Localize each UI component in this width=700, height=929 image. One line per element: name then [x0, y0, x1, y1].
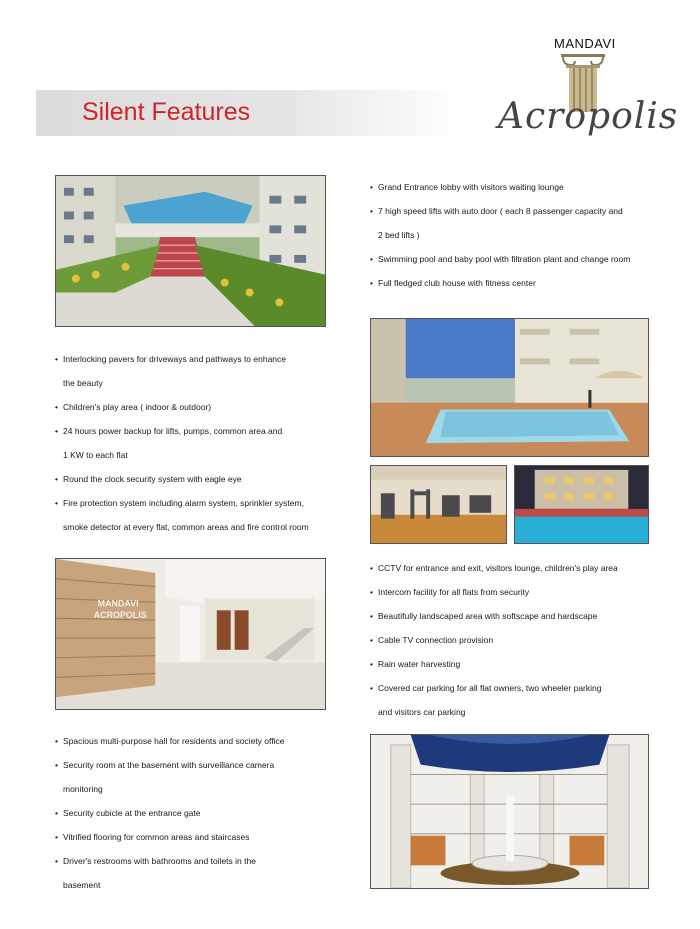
header-banner — [36, 90, 461, 136]
list-item: • Round the clock security system with eagle eye — [55, 467, 309, 491]
list-item: • Beautifully landscaped area with softscape and hardscape — [370, 604, 618, 628]
photo-fitness-center — [370, 465, 507, 544]
list-item-continuation: and visitors car parking — [378, 707, 466, 717]
logo-brand-text: MANDAVI — [554, 36, 616, 51]
photo-landscaped-courtyard — [55, 175, 326, 327]
feature-list-top-right — [370, 175, 630, 295]
list-item-continuation: smoke detector at every flat, common areas and fire control room — [63, 522, 309, 532]
lobby-sign-line1: MANDAVI — [97, 598, 139, 609]
list-item: • Intercom facility for all flats from security — [370, 580, 618, 604]
list-item: • Rain water harvesting — [370, 652, 618, 676]
list-item: • Grand Entrance lobby with visitors waiting lounge — [370, 175, 630, 199]
feature-list-mid-right — [370, 556, 618, 724]
list-item: • 24 hours power backup for lifts, pumps, common area and — [55, 419, 309, 443]
list-item-continuation: 2 bed lifts ) — [378, 230, 420, 240]
list-item: • Fire protection system including alarm system, sprinkler system, — [55, 491, 309, 515]
list-item: • Vitrified flooring for common areas and staircases — [55, 825, 284, 849]
list-item: • 7 high speed lifts with auto door ( each 8 passenger capacity and — [370, 199, 630, 223]
logo-script-text: Acropolis — [498, 96, 679, 137]
list-item: • Swimming pool and baby pool with filtration plant and change room — [370, 247, 630, 271]
list-item-continuation: basement — [63, 880, 101, 890]
photo-club-house-pool — [514, 465, 649, 544]
list-item: • Driver's restrooms with bathrooms and toilets in the — [55, 849, 284, 873]
list-item: • Children's play area ( indoor & outdoor) — [55, 395, 309, 419]
page-title: Silent Features — [82, 98, 251, 126]
list-item: • Cable TV connection provision — [370, 628, 618, 652]
brand-logo — [498, 34, 679, 154]
list-item: • Spacious multi-purpose hall for residents and society office — [55, 729, 284, 753]
list-item: • Full fledged club house with fitness center — [370, 271, 630, 295]
list-item-continuation: the beauty — [63, 378, 103, 388]
list-item: • CCTV for entrance and exit, visitors lounge, children's play area — [370, 556, 618, 580]
lobby-sign-line2: ACROPOLIS — [93, 610, 147, 621]
feature-list-bottom-left — [55, 729, 284, 897]
photo-atrium-hall — [370, 734, 649, 889]
photo-entrance-lobby — [55, 558, 326, 710]
list-item: • Interlocking pavers for driveways and pathways to enhance — [55, 347, 309, 371]
list-item: • Covered car parking for all flat owners, two wheeler parking — [370, 676, 618, 700]
list-item: • Security room at the basement with surveillance camera — [55, 753, 284, 777]
list-item-continuation: 1 KW to each flat — [63, 450, 128, 460]
feature-list-mid-left — [55, 347, 309, 539]
list-item-continuation: monitoring — [63, 784, 103, 794]
list-item: • Security cubicle at the entrance gate — [55, 801, 284, 825]
photo-swimming-pool — [370, 318, 649, 457]
